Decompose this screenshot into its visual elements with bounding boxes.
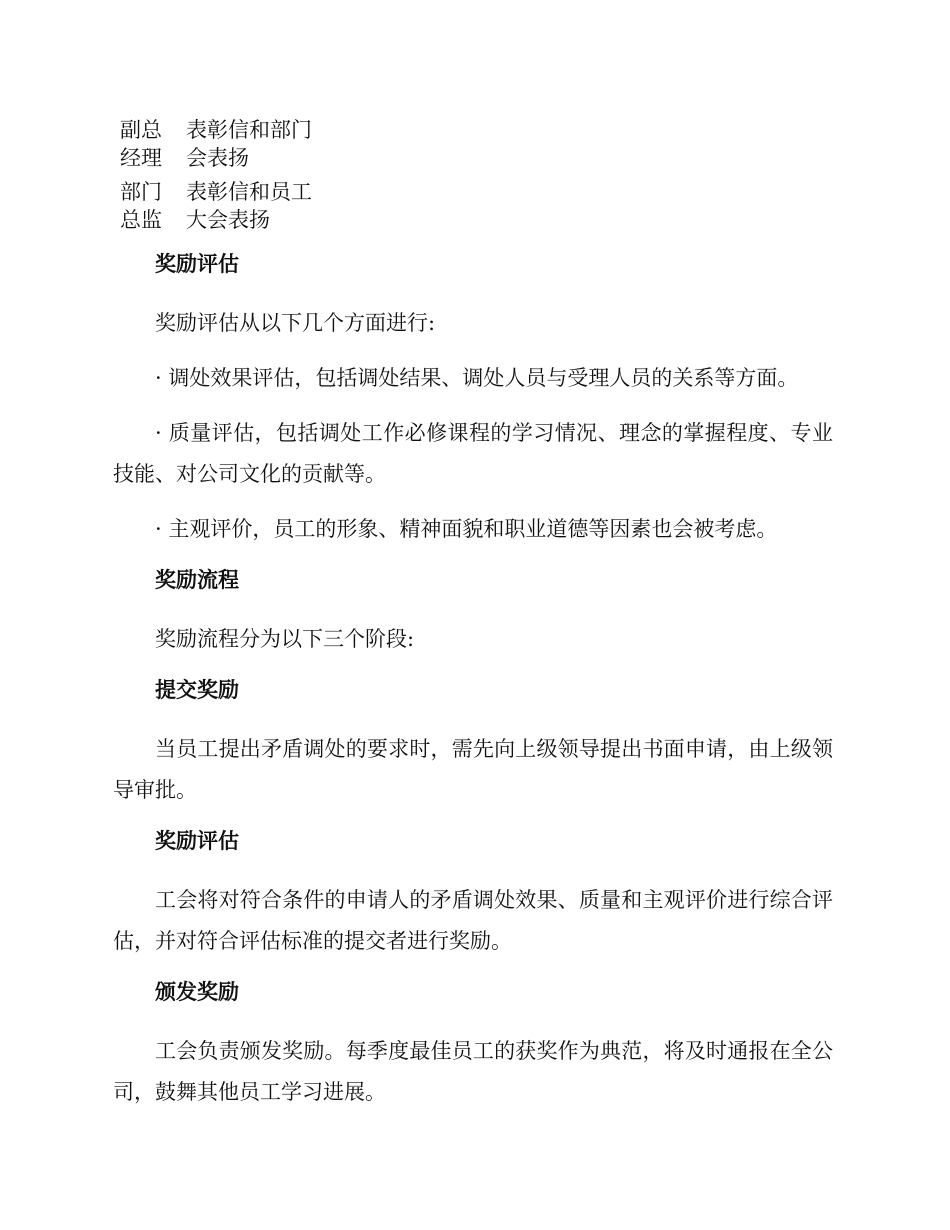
table-cell-role: 副总 经理 [120, 118, 162, 170]
section-heading: 奖励流程 [155, 568, 239, 592]
section-heading: 奖励评估 [155, 252, 239, 276]
table-cell-form: 表彰信和员工 大会表扬 [186, 180, 312, 232]
section-heading: 颁发奖励 [155, 980, 239, 1004]
paragraph: 工会将对符合条件的申请人的矛盾调处效果、质量和主观评价进行综合评估，并对符合评估标准的提交者进行奖励。 [113, 888, 833, 953]
bullet-paragraph: · 调处效果评估，包括调处结果、调处人员与受理人员的关系等方面。 [155, 366, 799, 390]
bullet-paragraph: · 质量评估，包括调处工作必修课程的学习情况、理念的掌握程度、专业技能、对公司文化的贡献等。 [113, 421, 833, 486]
table-cell-role: 部门 总监 [120, 180, 162, 232]
paragraph: 奖励评估从以下几个方面进行: [155, 311, 436, 335]
paragraph: 奖励流程分为以下三个阶段: [155, 627, 415, 651]
section-heading: 提交奖励 [155, 678, 239, 702]
reward-table-fragment [120, 116, 450, 240]
section-heading: 奖励评估 [155, 829, 239, 853]
table-row [120, 178, 450, 234]
document-body [113, 248, 833, 1127]
paragraph: 当员工提出矛盾调处的要求时，需先向上级领导提出书面申请，由上级领导审批。 [113, 737, 833, 802]
table-row [120, 116, 450, 172]
table-cell-form: 表彰信和部门 会表扬 [186, 118, 312, 170]
bullet-paragraph: · 主观评价，员工的形象、精神面貌和职业道德等因素也会被考虑。 [155, 517, 778, 541]
paragraph: 工会负责颁发奖励。每季度最佳员工的获奖作为典范，将及时通报在全公司，鼓舞其他员工学习进展。 [113, 1039, 833, 1104]
